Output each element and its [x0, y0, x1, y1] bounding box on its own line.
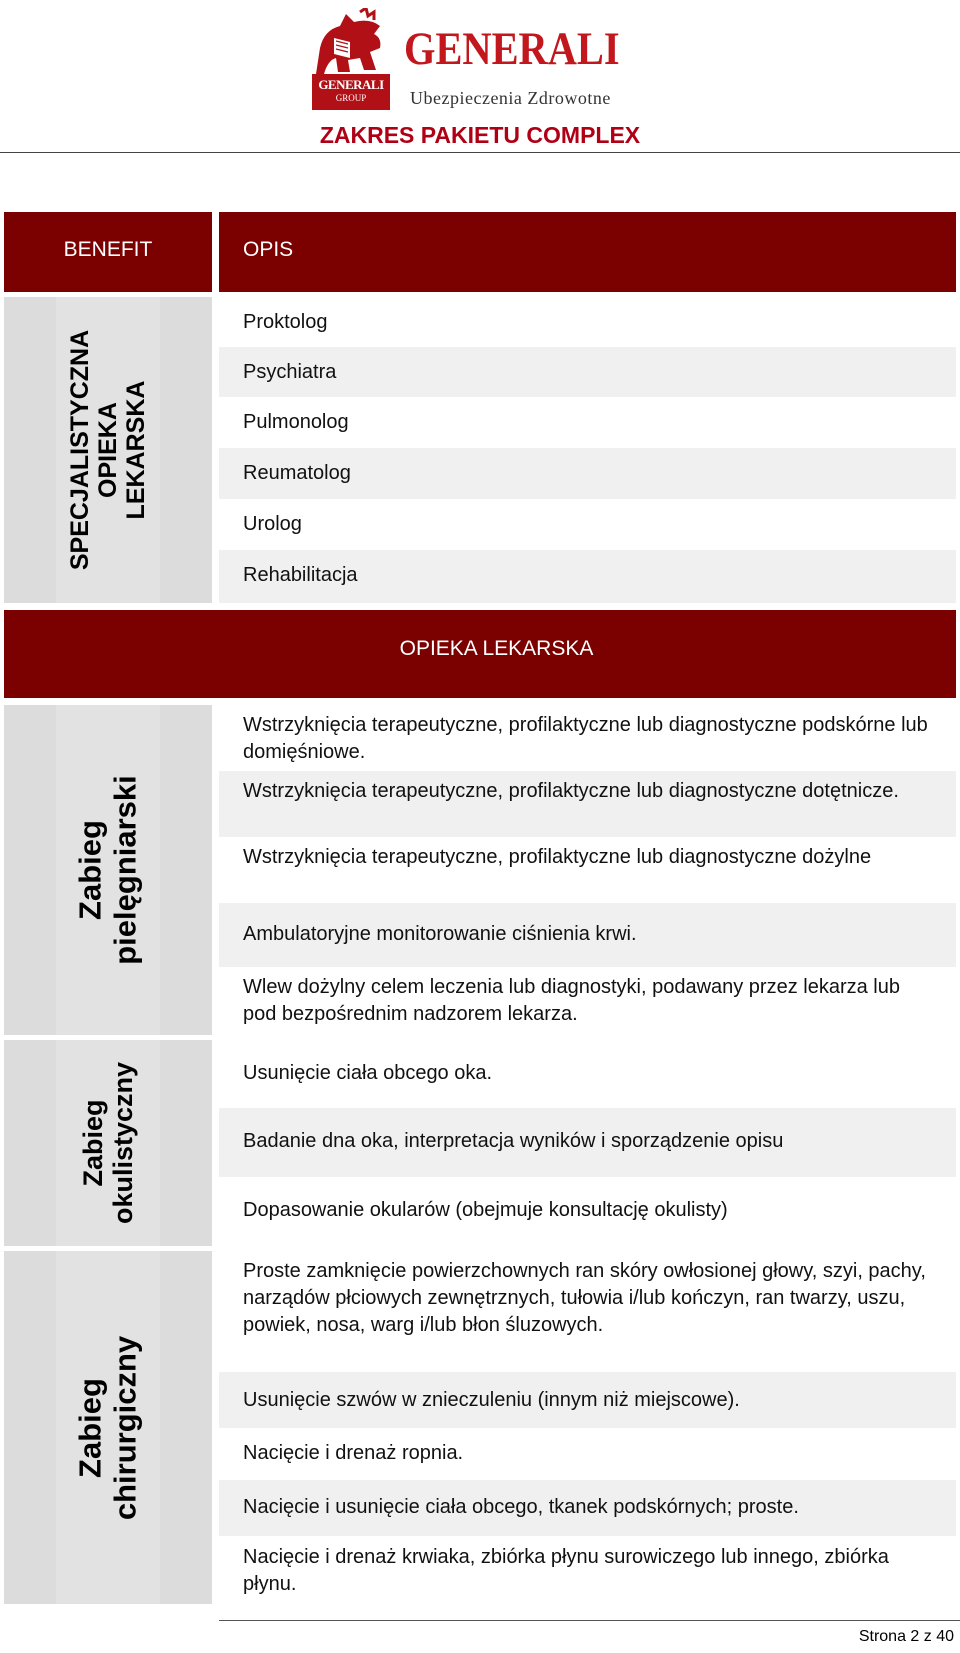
benefit-label-line: pielęgniarski: [107, 775, 142, 965]
section-header-label: OPIEKA LEKARSKA: [399, 637, 594, 660]
benefit-cell-chirurgiczny: [4, 1251, 212, 1604]
table-row: [219, 903, 956, 967]
table-row: [219, 1372, 956, 1428]
row-text: Rehabilitacja: [243, 564, 358, 586]
column-header-opis-label: OPIS: [243, 238, 294, 261]
benefit-label-line: Zabieg: [72, 1377, 108, 1478]
benefit-label-okulistyczny: [78, 1062, 138, 1224]
table-row: [219, 1177, 956, 1246]
generali-group-badge: [312, 74, 390, 110]
benefit-label-line: OPIEKA: [94, 402, 122, 498]
benefit-label-line: LEKARSKA: [122, 380, 150, 520]
winged-lion-icon: [310, 8, 392, 78]
lion-emblem: [310, 8, 392, 108]
footer-divider: [219, 1620, 960, 1621]
benefit-cell-okulistyczny: [4, 1040, 212, 1246]
brand-subtitle: Ubezpieczenia Zdrowotne: [410, 88, 611, 108]
benefit-cell-specjalistyczna: [4, 297, 212, 603]
section-header-opieka-lekarska: [4, 610, 956, 698]
row-text: Proktolog: [243, 311, 328, 333]
benefit-label-line: SPECJALISTYCZNA: [66, 329, 94, 571]
benefit-label-specjalistyczna: [66, 330, 150, 570]
logo-group-line1: GENERALI: [318, 77, 384, 92]
benefit-cell-pielegniarski: [4, 705, 212, 1035]
row-text: Wlew dożylny celem leczenia lub diagnostyki, podawany przez lekarza lub pod bezpośrednim nadzorem lekarza.: [243, 976, 900, 1025]
benefit-label-pielegniarski: [73, 775, 142, 965]
table-row: [219, 1251, 956, 1372]
row-text: Nacięcie i usunięcie ciała obcego, tkanek podskórnych; proste.: [243, 1496, 799, 1518]
table-row: [219, 297, 956, 347]
table-row: [219, 837, 956, 903]
row-text: Wstrzyknięcia terapeutyczne, profilaktyczne lub diagnostyczne dożylne: [243, 846, 872, 868]
row-text: Usunięcie ciała obcego oka.: [243, 1062, 493, 1084]
row-text: Pulmonolog: [243, 411, 349, 433]
column-header-benefit-label: BENEFIT: [63, 238, 153, 261]
row-text: Psychiatra: [243, 361, 337, 383]
row-text: Wstrzyknięcia terapeutyczne, profilaktyczne lub diagnostyczne dotętnicze.: [243, 780, 899, 802]
row-text: Nacięcie i drenaż ropnia.: [243, 1442, 464, 1464]
logo-group-line2: GROUP: [335, 93, 367, 103]
row-text: Dopasowanie okularów (obejmuje konsultację okulisty): [243, 1199, 728, 1221]
benefit-label-line: Zabieg: [77, 1099, 108, 1187]
table-row: [219, 1536, 956, 1604]
row-text: Wstrzyknięcia terapeutyczne, profilaktyczne lub diagnostyczne podskórne lub domięśniowe.: [243, 714, 928, 763]
document-title: ZAKRES PAKIETU COMPLEX: [319, 122, 641, 148]
row-text: Urolog: [243, 513, 302, 535]
table-row: [219, 550, 956, 603]
table-row: [219, 705, 956, 771]
table-row: [219, 499, 956, 550]
benefit-label-line: Zabieg: [72, 820, 108, 920]
table-row: [219, 1480, 956, 1536]
column-header-benefit: [4, 212, 212, 292]
row-text: Usunięcie szwów w znieczuleniu (innym niż miejscowe).: [243, 1389, 740, 1411]
benefit-label-chirurgiczny: [73, 1335, 142, 1519]
table-row: [219, 1108, 956, 1177]
table-row: [219, 1040, 956, 1108]
page-number: Strona 2 z 40: [858, 1628, 954, 1645]
benefit-label-line: chirurgiczny: [107, 1335, 142, 1520]
title-divider: [0, 152, 960, 153]
generali-logo: [310, 8, 640, 108]
benefit-label-line: okulistyczny: [108, 1061, 138, 1225]
table-row: [219, 448, 956, 499]
table-row: [219, 347, 956, 397]
table-row: [219, 771, 956, 837]
table-row: [219, 967, 956, 1035]
table-row: [219, 397, 956, 448]
brand-name: GENERALI: [404, 23, 620, 75]
row-text: Ambulatoryjne monitorowanie ciśnienia krwi.: [243, 923, 637, 945]
row-text: Nacięcie i drenaż krwiaka, zbiórka płynu surowiczego lub innego, zbiórka płynu.: [243, 1546, 889, 1595]
row-text: Reumatolog: [243, 462, 351, 484]
column-header-opis: [219, 212, 956, 292]
table-row: [219, 1428, 956, 1480]
row-text: Proste zamknięcie powierzchownych ran skóry owłosionej głowy, szyi, pachy, narządów płciowych zewnętrznych, tułowia i/lub kończyn, ran twarzy, uszu, powiek, nosa, warg i/lub błon śluzowych.: [243, 1260, 926, 1336]
row-text: Badanie dna oka, interpretacja wyników i sporządzenie opisu: [243, 1130, 784, 1152]
